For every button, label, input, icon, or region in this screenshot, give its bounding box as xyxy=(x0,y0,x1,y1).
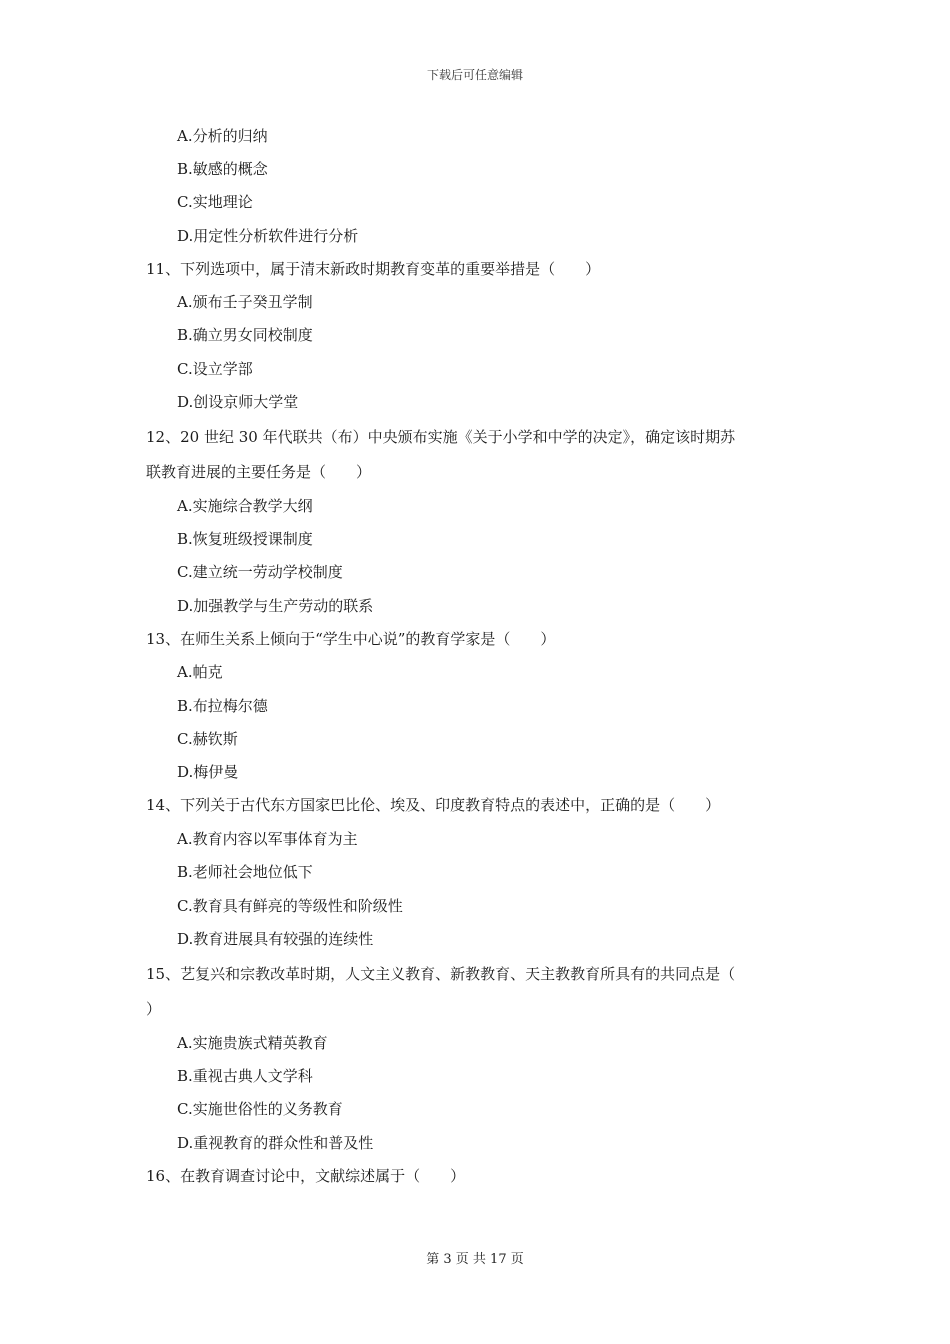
option-a: A.帕克 xyxy=(177,663,223,681)
option-b: B.敏感的概念 xyxy=(177,160,268,178)
option-c: C.教育具有鲜亮的等级性和阶级性 xyxy=(177,897,403,915)
option-b: B.确立男女同校制度 xyxy=(177,326,313,344)
option-d: D.用定性分析软件进行分析 xyxy=(177,227,359,245)
option-a: A.分析的归纳 xyxy=(177,127,268,145)
option-c: C.设立学部 xyxy=(177,360,253,378)
question-12-continued: 联教育进展的主要任务是（ ） xyxy=(146,463,372,481)
question-12: 12、20 世纪 30 年代联共（布）中央颁布实施《关于小学和中学的决定》，确定该时期苏 xyxy=(146,428,736,446)
option-a: A.实施综合教学大纲 xyxy=(177,497,313,515)
question-11: 11、下列选项中，属于清末新政时期教育变革的重要举措是（ ） xyxy=(146,260,601,278)
option-b: B.布拉梅尔德 xyxy=(177,697,268,715)
question-15: 15、艺复兴和宗教改革时期，人文主义教育、新教教育、天主教教育所具有的共同点是（ xyxy=(146,965,736,983)
question-15-continued: ） xyxy=(146,1000,162,1018)
page-header: 下载后可任意编辑 xyxy=(426,68,523,82)
option-d: D.教育进展具有较强的连续性 xyxy=(177,930,374,948)
option-d: D.加强教学与生产劳动的联系 xyxy=(177,597,374,615)
option-d: D.重视教育的群众性和普及性 xyxy=(177,1134,374,1152)
question-16: 16、在教育调查讨论中，文献综述属于（ ） xyxy=(146,1167,466,1185)
option-d: D.梅伊曼 xyxy=(177,763,239,781)
option-b: B.老师社会地位低下 xyxy=(177,863,313,881)
option-d: D.创设京师大学堂 xyxy=(177,393,299,411)
page-footer: 第 3 页 共 17 页 xyxy=(426,1252,524,1267)
option-a: A.教育内容以军事体育为主 xyxy=(177,830,358,848)
option-b: B.恢复班级授课制度 xyxy=(177,530,313,548)
option-c: C.实施世俗性的义务教育 xyxy=(177,1100,343,1118)
question-13: 13、在师生关系上倾向于“学生中心说”的教育学家是（ ） xyxy=(146,630,556,648)
option-b: B.重视古典人文学科 xyxy=(177,1067,313,1085)
question-14: 14、下列关于古代东方国家巴比伦、埃及、印度教育特点的表述中，正确的是（ ） xyxy=(146,796,721,814)
option-c: C.建立统一劳动学校制度 xyxy=(177,563,343,581)
option-a: A.颁布壬子癸丑学制 xyxy=(177,293,313,311)
option-a: A.实施贵族式精英教育 xyxy=(177,1034,328,1052)
option-c: C.实地理论 xyxy=(177,193,253,211)
option-c: C.赫钦斯 xyxy=(177,730,238,748)
